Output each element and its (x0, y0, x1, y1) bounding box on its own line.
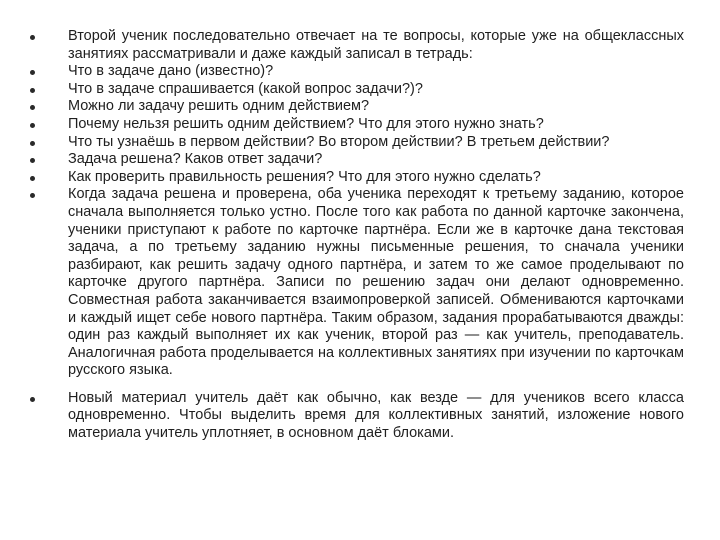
bullet-item (24, 28, 684, 63)
bullet-dot-icon (30, 141, 35, 146)
bullet-text: Задача решена? Каков ответ задачи? (68, 151, 323, 168)
bullet-dot-icon (30, 397, 35, 402)
bullet-dot-icon (30, 176, 35, 181)
bullet-dot-icon (30, 88, 35, 93)
bullet-dot-icon (30, 193, 35, 198)
bullet-text: Второй ученик последовательно отвечает на те вопросы, которые уже на общеклассных занятиях рассматривали и даже каждый записал в тетрадь: (68, 28, 684, 62)
bullet-dot-icon (30, 70, 35, 75)
bullet-text: Можно ли задачу решить одним действием? (68, 98, 370, 115)
bullet-text: Что в задаче спрашивается (какой вопрос задачи?)? (68, 80, 423, 97)
bullet-item (24, 186, 684, 380)
bullet-item (24, 63, 684, 81)
bullet-text: Когда задача решена и проверена, оба ученика переходят к третьему заданию, которое сначала выполняется только устно. После того как работа по данной карточке закончена, ученики приступают к работе по карточке партнёра. Если же в карточке дана текстовая задача, а по третьему заданию нужны письменные решения, то сначала ученики разбирают, как решить задачу одного партнёра, и затем то же самое проделывают по карточке другого партнёра. Записи по решению задач они делают одновременно. Совместная работа заканчивается взаимопроверкой записей. Обмениваются карточками и каждый ищет себе нового партнёра. Таким образом, задания прорабатываются дважды: один раз каждый выполняет их как ученик, второй раз — как учитель, преподаватель. Аналогичная работа проделывается на коллективных занятиях при изучении по карточкам русского языка. (68, 186, 684, 379)
bullet-item (24, 98, 684, 116)
bullet-text: Что в задаче дано (известно)? (68, 63, 274, 80)
bullet-item (24, 151, 684, 169)
bullet-text: Что ты узнаёшь в первом действии? Во втором действии? В третьем действии? (68, 133, 610, 150)
bullet-item (24, 81, 684, 99)
bullet-item (24, 134, 684, 152)
bullet-dot-icon (30, 105, 35, 110)
bullet-item (24, 390, 684, 443)
bullet-item (24, 169, 684, 187)
bullet-list (24, 28, 684, 443)
bullet-dot-icon (30, 35, 35, 40)
bullet-dot-icon (30, 123, 35, 128)
bullet-dot-icon (30, 158, 35, 163)
bullet-item (24, 116, 684, 134)
bullet-text: Новый материал учитель даёт как обычно, как везде — для учеников всего класса одновременно. Чтобы выделить время для коллективных занятий, изложение нового материала учитель уплотняет, в основном даёт блоками. (68, 389, 684, 442)
bullet-text: Как проверить правильность решения? Что для этого нужно сделать? (68, 168, 541, 185)
bullet-text: Почему нельзя решить одним действием? Что для этого нужно знать? (68, 115, 544, 132)
